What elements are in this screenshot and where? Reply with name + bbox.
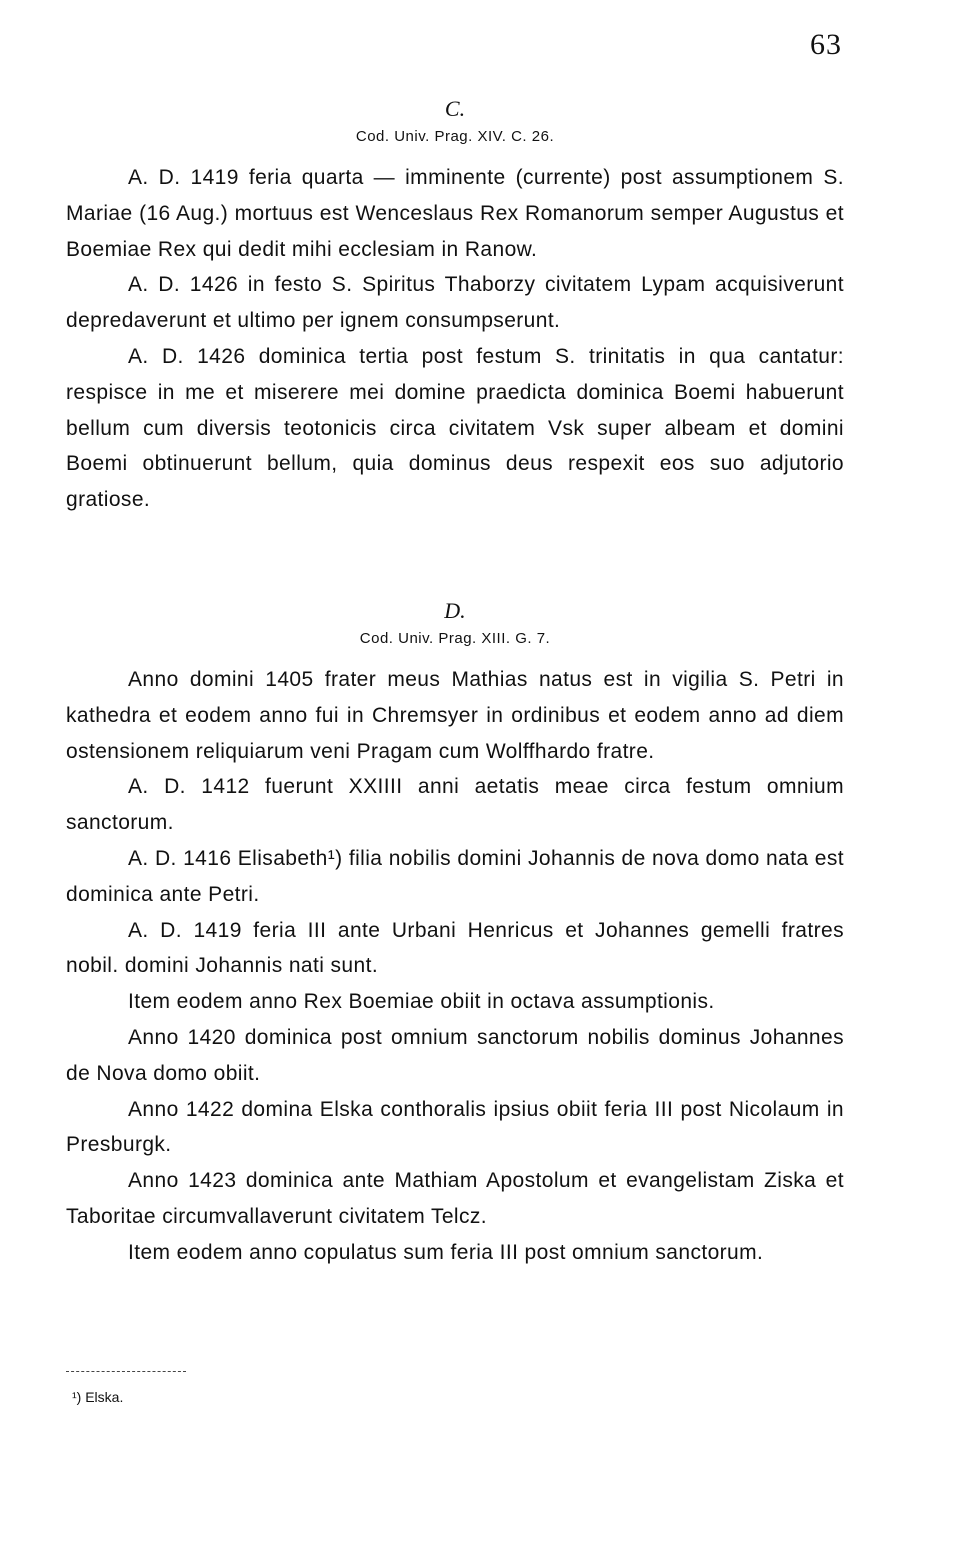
footnote: ¹) Elska. bbox=[72, 1389, 124, 1405]
chronicle-entry: Anno 1423 dominica ante Mathiam Apostolum et evangelistam Ziska et Taboritae circumvallaverunt civitatem Telcz. bbox=[66, 1169, 844, 1228]
chronicle-entry: A. D. 1426 in festo S. Spiritus Thaborzy civitatem Lypam acquisiverunt depredaverunt et ultimo per ignem consumpserunt. bbox=[66, 273, 844, 333]
section-c bbox=[66, 94, 844, 518]
chronicle-entry: Item eodem anno copulatus sum feria III post omnium sanctorum. bbox=[128, 1240, 764, 1264]
page-number: 63 bbox=[810, 28, 842, 61]
entries-c bbox=[66, 160, 844, 518]
source-reference-c: Cod. Univ. Prag. XIV. C. 26. bbox=[355, 128, 555, 145]
section-d bbox=[66, 596, 844, 1271]
source-reference-d: Cod. Univ. Prag. XIII. G. 7. bbox=[359, 630, 551, 647]
chronicle-entry: A. D. 1419 feria quarta — imminente (currente) post assumptionem S. Mariae (16 Aug.) mortuus est Wenceslaus Rex Romanorum semper Augustus et Boemiae Rex qui dedit mihi ecclesiam in Ranow. bbox=[66, 166, 844, 261]
chronicle-entry: Anno domini 1405 frater meus Mathias natus est in vigilia S. Petri in kathedra et eodem anno fui in Chremsyer in ordinibus et eodem anno ad diem ostensionem reliquiarum veni Pragam cum Wolffhardo fratre. bbox=[66, 668, 844, 763]
footnote-divider bbox=[66, 1371, 186, 1372]
chronicle-entry: A. D. 1412 fuerunt XXIIII anni aetatis meae circa festum omnium sanctorum. bbox=[66, 775, 844, 835]
entries-d bbox=[66, 662, 844, 1271]
chronicle-entry: Item eodem anno Rex Boemiae obiit in octava assumptionis. bbox=[128, 990, 715, 1014]
chronicle-entry: Anno 1420 dominica post omnium sanctorum nobilis dominus Johannes de Nova domo obiit. bbox=[66, 1025, 844, 1085]
section-letter-d: D. bbox=[444, 598, 466, 623]
chronicle-entry: A. D. 1416 Elisabeth¹) filia nobilis domini Johannis de nova domo nata est dominica ante Petri. bbox=[66, 846, 844, 906]
chronicle-entry: Anno 1422 domina Elska conthoralis ipsius obiit feria III post Nicolaum in Presburgk. bbox=[66, 1097, 844, 1157]
section-letter-c: C. bbox=[444, 96, 466, 121]
chronicle-entry: A. D. 1419 feria III ante Urbani Henricus et Johannes gemelli fratres nobil. domini Johannis nati sunt. bbox=[66, 918, 844, 978]
chronicle-entry: A. D. 1426 dominica tertia post festum S. trinitatis in qua cantatur: respisce in me et miserere mei domine praedicta dominica Boemi habuerunt bellum cum diversis teotonicis circa civitatem Vsk super albeam et domini Boemi obtinuerunt bellum, quia dominus deus respexit eos suo adjutorio gratiose. bbox=[66, 344, 844, 512]
